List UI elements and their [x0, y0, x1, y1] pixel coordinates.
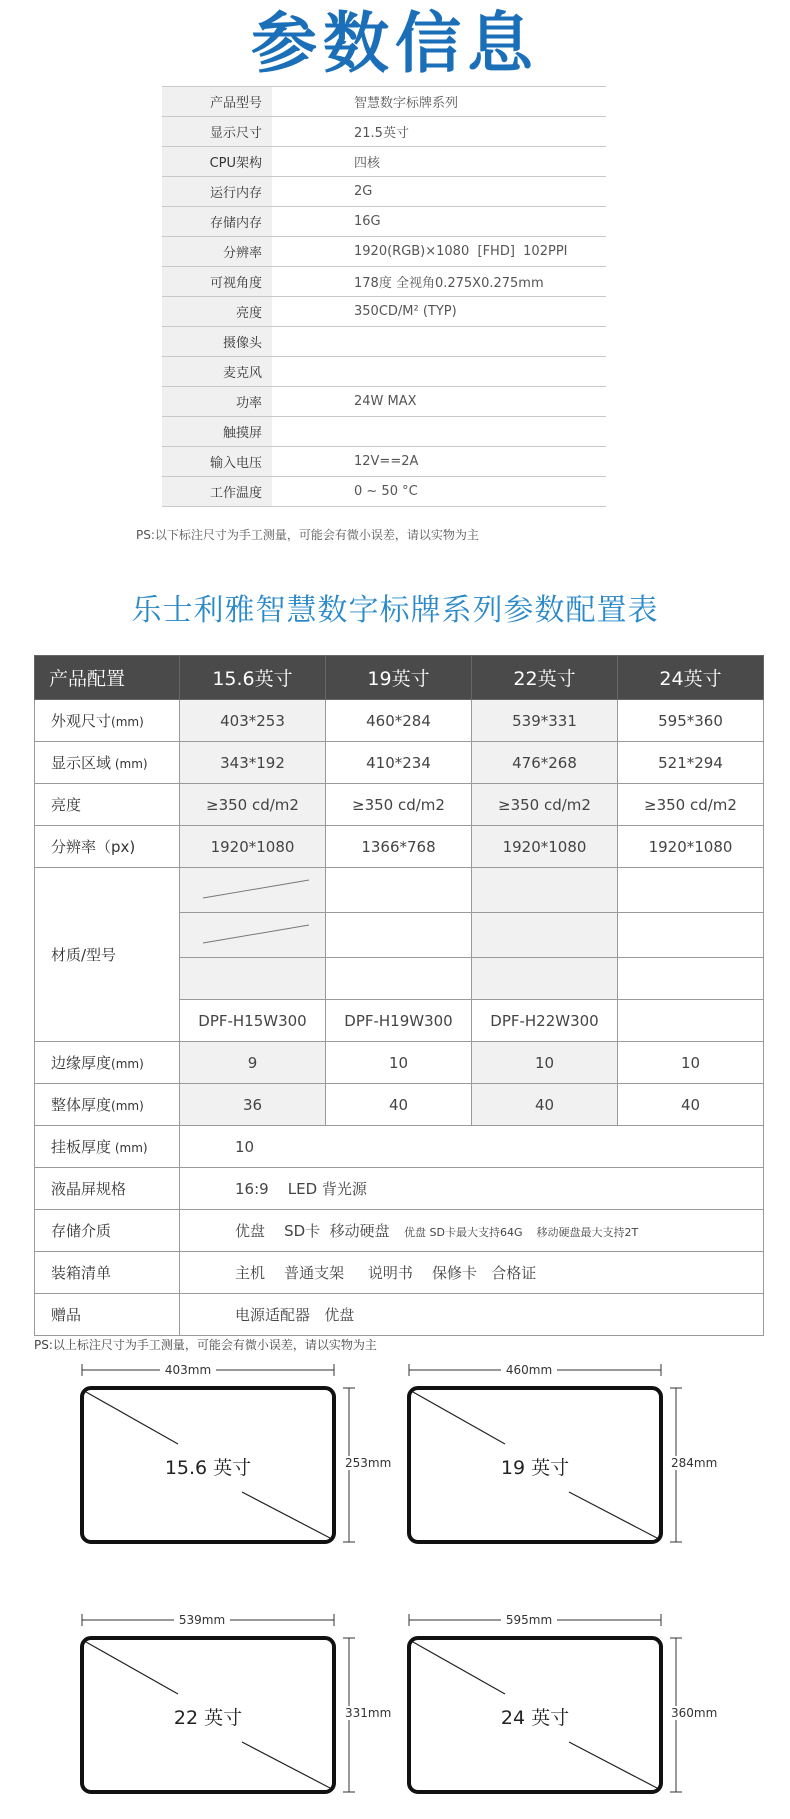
table-cell: 595*360 — [618, 700, 764, 742]
table-cell: 403*253 — [180, 700, 326, 742]
table-cell: 1920*1080 — [472, 826, 618, 868]
table-cell: 410*234 — [326, 742, 472, 784]
height-label: 360mm — [671, 1706, 718, 1720]
spec-value: 1920(RGB)×1080 [FHD] 102PPI — [272, 237, 606, 267]
table-row — [35, 1084, 764, 1126]
table-cell: 343*192 — [180, 742, 326, 784]
spec-key: 触摸屏 — [162, 417, 272, 447]
size-diagram-22 — [70, 1614, 392, 1814]
row-label: 显示区域 (mm) — [35, 742, 180, 784]
spec-row — [162, 357, 606, 387]
spec-value: 178度 全视角0.275X0.275mm — [272, 267, 606, 297]
spec-row — [162, 447, 606, 477]
table-row — [35, 784, 764, 826]
size-diagram-24 — [397, 1614, 718, 1814]
table-cell: 主机 普通支架 说明书 保修卡 合格证 — [180, 1252, 764, 1294]
spec-row — [162, 327, 606, 357]
width-label: 539mm — [178, 1614, 226, 1627]
size-label: 19 英寸 — [500, 1457, 570, 1479]
model-cell — [618, 1000, 764, 1042]
spec-key: 显示尺寸 — [162, 117, 272, 147]
spec-key: 功率 — [162, 387, 272, 417]
material-line-icon — [183, 913, 323, 953]
table-cell: 16:9 LED 背光源 — [180, 1168, 764, 1210]
table-cell: 476*268 — [472, 742, 618, 784]
spec-row — [162, 207, 606, 237]
spec-row — [162, 297, 606, 327]
row-label: 材质/型号 — [35, 868, 180, 1042]
spec-row — [162, 417, 606, 447]
table-cell — [618, 958, 764, 1000]
spec-key: 产品型号 — [162, 87, 272, 117]
row-label: 边缘厚度(mm) — [35, 1042, 180, 1084]
table-cell — [326, 868, 472, 913]
header-cell: 22英寸 — [472, 656, 618, 700]
spec-key: 摄像头 — [162, 327, 272, 357]
spec-value: 21.5英寸 — [272, 117, 606, 147]
model-cell: DPF-H15W300 — [180, 1000, 326, 1042]
table-cell: 1920*1080 — [618, 826, 764, 868]
spec-value: 0 ~ 50 °C — [272, 477, 606, 507]
spec-key: 可视角度 — [162, 267, 272, 297]
size-label: 22 英寸 — [173, 1707, 243, 1729]
header-cell: 19英寸 — [326, 656, 472, 700]
table-cell: 539*331 — [472, 700, 618, 742]
table-cell — [180, 958, 326, 1000]
spec-value: 2G — [272, 177, 606, 207]
row-label: 分辨率（px) — [35, 826, 180, 868]
table-row — [35, 742, 764, 784]
table-cell: ≥350 cd/m2 — [180, 784, 326, 826]
table-cell: 1366*768 — [326, 826, 472, 868]
spec-value: 350CD/M² (TYP) — [272, 297, 606, 327]
spec-value: 12V==2A — [272, 447, 606, 477]
table-cell: ≥350 cd/m2 — [618, 784, 764, 826]
spec-row — [162, 387, 606, 417]
table-row — [35, 868, 764, 913]
table-cell: ≥350 cd/m2 — [326, 784, 472, 826]
ps-note-top: PS:以下标注尺寸为手工测量，可能会有微小误差，请以实物为主 — [136, 528, 479, 542]
spec-row — [162, 117, 606, 147]
ps-note-bottom: PS:以上标注尺寸为手工测量，可能会有微小误差，请以实物为主 — [34, 1338, 377, 1352]
spec-value: 四核 — [272, 147, 606, 177]
table-cell — [326, 913, 472, 958]
config-header-row — [35, 656, 764, 700]
width-label: 460mm — [505, 1364, 553, 1377]
spec-row — [162, 147, 606, 177]
spec-row — [162, 87, 606, 117]
table-cell: 521*294 — [618, 742, 764, 784]
table-cell: 1920*1080 — [180, 826, 326, 868]
height-label: 331mm — [345, 1706, 392, 1720]
spec-key: 亮度 — [162, 297, 272, 327]
row-label: 外观尺寸(mm) — [35, 700, 180, 742]
table-cell: 10 — [472, 1042, 618, 1084]
spec-key: 输入电压 — [162, 447, 272, 477]
material-image-cell — [180, 868, 326, 913]
spec-value: 16G — [272, 207, 606, 237]
spec-row — [162, 267, 606, 297]
material-image-cell — [180, 913, 326, 958]
spec-value — [272, 417, 606, 447]
model-cell: DPF-H19W300 — [326, 1000, 472, 1042]
table-cell — [618, 868, 764, 913]
table-row — [35, 1168, 764, 1210]
page-title: 参数信息 — [251, 5, 539, 82]
row-label: 液晶屏规格 — [35, 1168, 180, 1210]
size-label: 24 英寸 — [500, 1707, 570, 1729]
table-cell: 10 — [326, 1042, 472, 1084]
table-cell — [472, 913, 618, 958]
spec-value: 24W MAX — [272, 387, 606, 417]
height-label: 284mm — [671, 1456, 718, 1470]
table-row — [35, 1294, 764, 1336]
spec-row — [162, 177, 606, 207]
table-row — [35, 1252, 764, 1294]
table-row — [35, 826, 764, 868]
spec-key: 麦克风 — [162, 357, 272, 387]
spec-row — [162, 237, 606, 267]
size-diagram-15 — [70, 1364, 392, 1564]
header-cell: 15.6英寸 — [180, 656, 326, 700]
table-cell: ≥350 cd/m2 — [472, 784, 618, 826]
table-cell: 460*284 — [326, 700, 472, 742]
table-cell — [618, 913, 764, 958]
spec-value: 智慧数字标牌系列 — [272, 87, 606, 117]
table-cell: 40 — [472, 1084, 618, 1126]
row-label: 亮度 — [35, 784, 180, 826]
table-cell: 9 — [180, 1042, 326, 1084]
spec-key: 运行内存 — [162, 177, 272, 207]
table-row — [35, 1042, 764, 1084]
row-label: 赠品 — [35, 1294, 180, 1336]
spec-table — [162, 86, 606, 507]
storage-note: 优盘 SD卡最大支持64G 移动硬盘最大支持2T — [404, 1226, 639, 1239]
row-label: 装箱清单 — [35, 1252, 180, 1294]
size-label: 15.6 英寸 — [164, 1457, 252, 1479]
config-table-title: 乐士利雅智慧数字标牌系列参数配置表 — [131, 593, 659, 628]
config-table — [34, 655, 764, 1336]
material-line-icon — [183, 868, 323, 908]
spec-key: 存储内存 — [162, 207, 272, 237]
table-row — [35, 700, 764, 742]
row-label: 存储介质 — [35, 1210, 180, 1252]
table-cell: 40 — [326, 1084, 472, 1126]
row-label: 挂板厚度 (mm) — [35, 1126, 180, 1168]
table-cell — [472, 868, 618, 913]
width-label: 595mm — [505, 1614, 553, 1627]
table-cell: 10 — [180, 1126, 764, 1168]
table-row — [35, 1126, 764, 1168]
spec-key: 分辨率 — [162, 237, 272, 267]
table-cell: 电源适配器 优盘 — [180, 1294, 764, 1336]
table-cell — [472, 958, 618, 1000]
table-cell — [326, 958, 472, 1000]
model-cell: DPF-H22W300 — [472, 1000, 618, 1042]
spec-key: CPU架构 — [162, 147, 272, 177]
table-cell: 优盘 SD卡 移动硬盘 优盘 SD卡最大支持64G 移动硬盘最大支持2T — [180, 1210, 764, 1252]
spec-key: 工作温度 — [162, 477, 272, 507]
height-label: 253mm — [345, 1456, 392, 1470]
header-cell: 产品配置 — [35, 656, 180, 700]
header-cell: 24英寸 — [618, 656, 764, 700]
spec-value — [272, 357, 606, 387]
row-label: 整体厚度(mm) — [35, 1084, 180, 1126]
size-diagram-19 — [397, 1364, 718, 1564]
table-cell: 36 — [180, 1084, 326, 1126]
spec-row — [162, 477, 606, 507]
spec-value — [272, 327, 606, 357]
table-row — [35, 1210, 764, 1252]
table-cell: 40 — [618, 1084, 764, 1126]
width-label: 403mm — [164, 1364, 212, 1377]
table-cell: 10 — [618, 1042, 764, 1084]
